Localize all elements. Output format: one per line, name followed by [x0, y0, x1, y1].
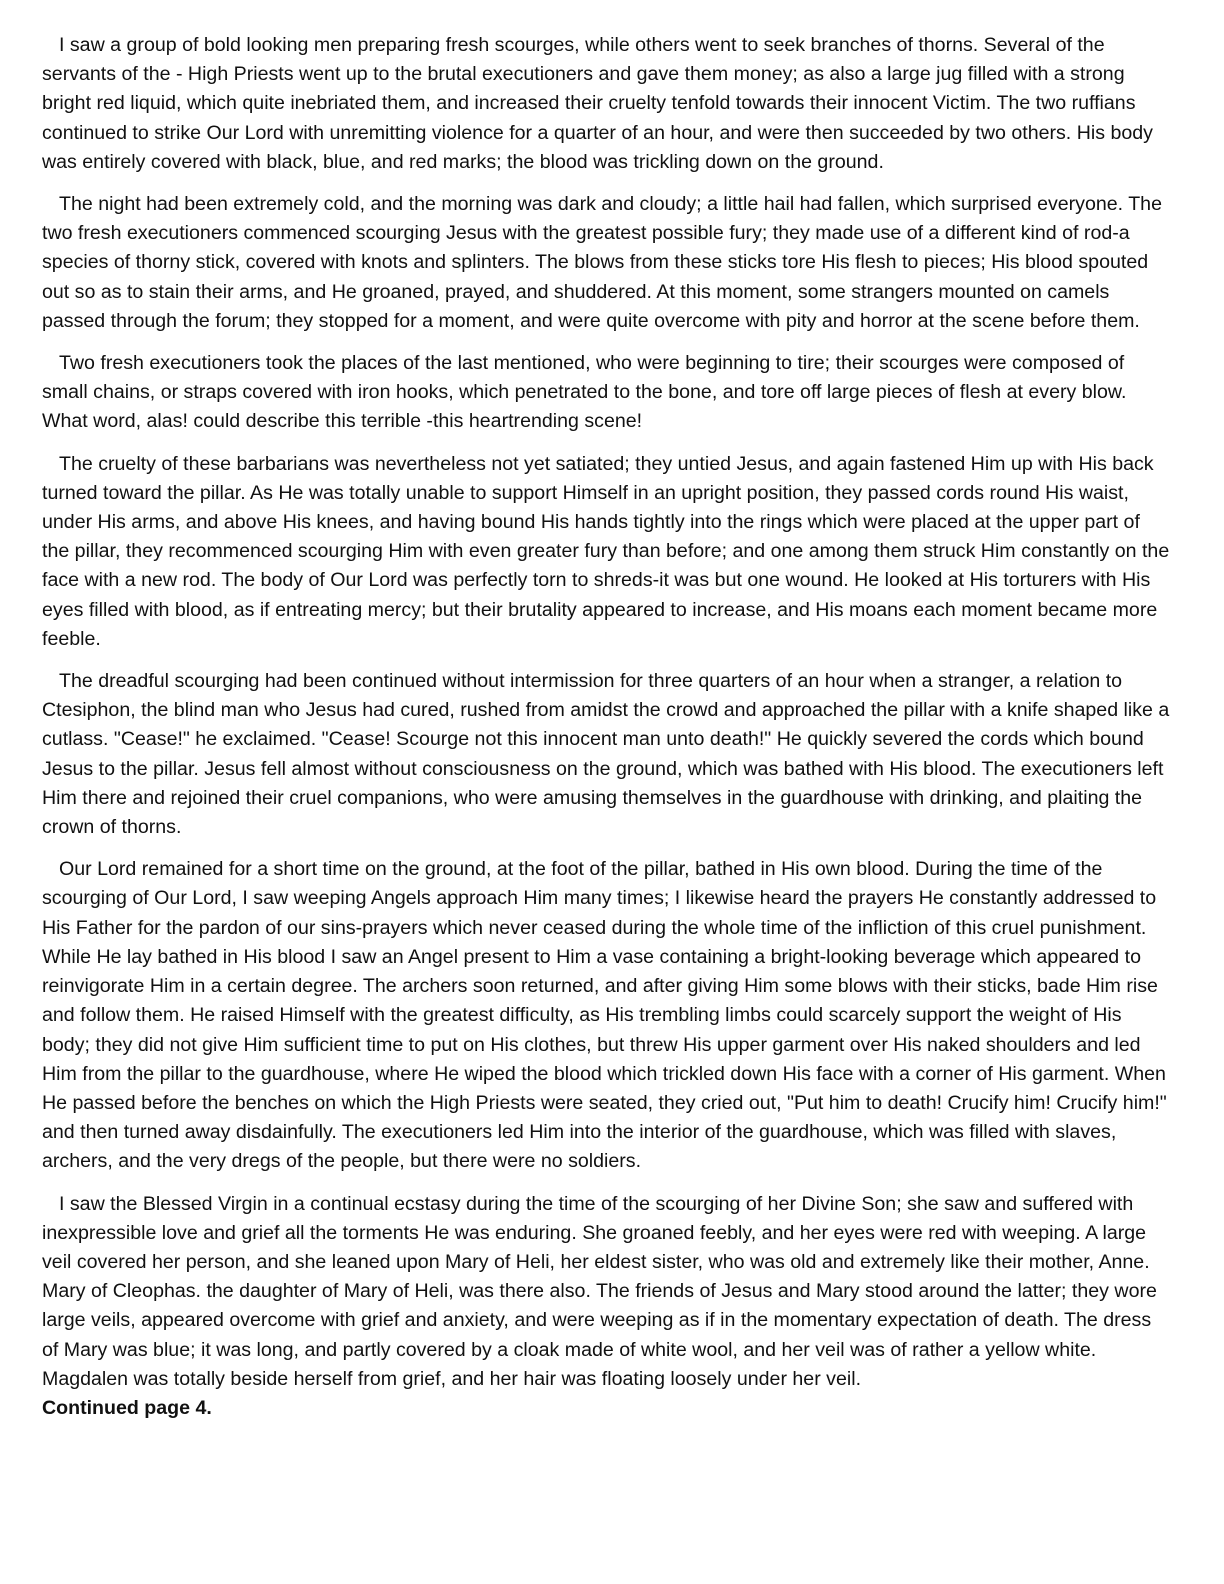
document-body	[42, 31, 1172, 1423]
continued-note: Continued page 4.	[42, 1396, 212, 1419]
paragraph-6: Our Lord remained for a short time on the ground, at the foot of the pillar, bathed in His own blood. During the time of the scourging of Our Lord, I saw weeping Angels approach Him many times; I likewise heard the prayers He constantly addressed to His Father for the pardon of our sins-prayers which never ceased during the whole time of the infliction of this cruel punishment. While He lay bathed in His blood I saw an Angel present to Him a vase containing a bright-looking beverage which appeared to reinvigorate Him in a certain degree. The archers soon returned, and after giving Him some blows with their sticks, bade Him rise and follow them. He raised Himself with the greatest difficulty, as His trembling limbs could scarcely support the weight of His body; they did not give Him sufficient time to put on His clothes, but threw His upper garment over His naked shoulders and led Him from the pillar to the guardhouse, where He wiped the blood which trickled down His face with a corner of His garment. When He passed before the benches on which the High Priests were seated, they cried out, "Put him to death! Crucify him! Crucify him!" and then turned away disdainfully. The executioners led Him into the interior of the guardhouse, which was filled with slaves, archers, and the very dregs of the people, but there were no soldiers.	[42, 858, 1167, 1173]
paragraph-5: The dreadful scourging had been continued without intermission for three quarters of an hour when a stranger, a relation to Ctesiphon, the blind man who Jesus had cured, rushed from amidst the crowd and approached the pillar with a knife shaped like a cutlass. "Cease!" he exclaimed. "Cease! Scourge not this innocent man unto death!" He quickly severed the cords which bound Jesus to the pillar. Jesus fell almost without consciousness on the ground, which was bathed with His blood. The executioners left Him there and rejoined their cruel companions, who were amusing themselves in the guardhouse with drinking, and plaiting the crown of thorns.	[42, 670, 1170, 839]
paragraph-3: Two fresh executioners took the places of the last mentioned, who were beginning to tire; their scourges were composed of small chains, or straps covered with iron hooks, which penetrated to the bone, and tore off large pieces of flesh at every blow. What word, alas! could describe this terrible -this heartrending scene!	[42, 352, 1127, 433]
paragraph-1: I saw a group of bold looking men preparing fresh scourges, while others went to seek branches of thorns. Several of the servants of the - High Priests went up to the brutal executioners and gave them money; as also a large jug filled with a strong bright red liquid, which quite inebriated them, and increased their cruelty tenfold towards their innocent Victim. The two ruffians continued to strike Our Lord with unremitting violence for a quarter of an hour, and were then succeeded by two others. His body was entirely covered with black, blue, and red marks; the blood was trickling down on the ground.	[42, 34, 1153, 173]
paragraph-4: The cruelty of these barbarians was nevertheless not yet satiated; they untied Jesus, and again fastened Him up with His back turned toward the pillar. As He was totally unable to support Himself in an upright position, they passed cords round His waist, under His arms, and above His knees, and having bound His hands tightly into the rings which were placed at the upper part of the pillar, they recommenced scourging Him with even greater fury than before; and one among them struck Him constantly on the face with a new rod. The body of Our Lord was perfectly torn to shreds-it was but one wound. He looked at His torturers with His eyes filled with blood, as if entreating mercy; but their brutality appeared to increase, and His moans each moment became more feeble.	[42, 452, 1170, 650]
paragraph-7: I saw the Blessed Virgin in a continual ecstasy during the time of the scourging of her Divine Son; she saw and suffered with inexpressible love and grief all the torments He was enduring. She groaned feebly, and her eyes were red with weeping. A large veil covered her person, and she leaned upon Mary of Heli, her eldest sister, who was old and extremely like their mother, Anne. Mary of Cleophas. the daughter of Mary of Heli, was there also. The friends of Jesus and Mary stood around the latter; they wore large veils, appeared overcome with grief and anxiety, and were weeping as if in the momentary expectation of death. The dress of Mary was blue; it was long, and partly covered by a cloak made of white wool, and her veil was of rather a yellow white. Magdalen was totally beside herself from grief, and her hair was floating loosely under her veil.	[42, 1192, 1157, 1390]
paragraph-2: The night had been extremely cold, and the morning was dark and cloudy; a little hail had fallen, which surprised everyone. The two fresh executioners commenced scourging Jesus with the greatest possible fury; they made use of a different kind of rod-a species of thorny stick, covered with knots and splinters. The blows from these sticks tore His flesh to pieces; His blood spouted out so as to stain their arms, and He groaned, prayed, and shuddered. At this moment, some strangers mounted on camels passed through the forum; they stopped for a moment, and were quite overcome with pity and horror at the scene before them.	[42, 193, 1162, 332]
